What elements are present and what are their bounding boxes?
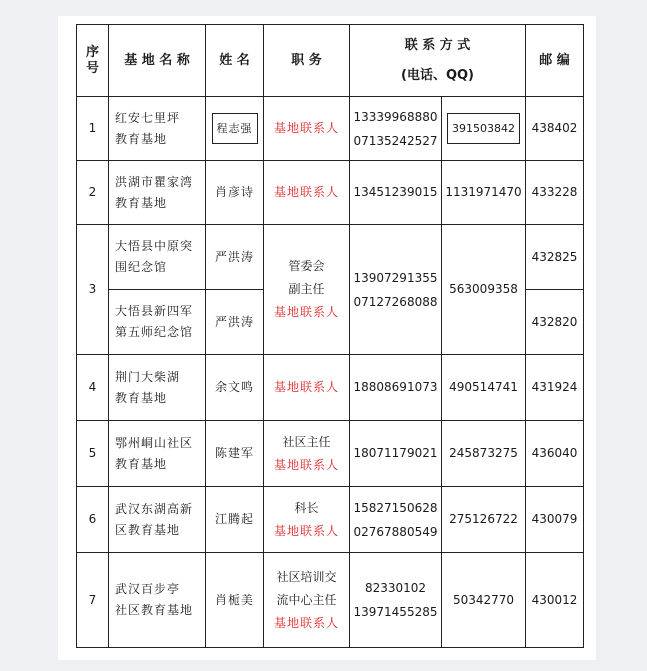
role-cell [264, 553, 350, 648]
row-index: 7 [77, 553, 109, 648]
row-index: 2 [77, 161, 109, 225]
base-name: 大悟县新四军 第五师纪念馆 [109, 290, 206, 355]
phone-cell [350, 97, 442, 161]
phone-number: 15827150628 [353, 500, 438, 515]
row-index: 4 [77, 355, 109, 421]
phone-cell: 13451239015 [350, 161, 442, 225]
phone-number: 13971455285 [353, 605, 438, 619]
role-contact: 基地联系人 [273, 185, 339, 200]
header-person: 姓 名 [206, 25, 264, 97]
person-name: 肖栀美 [206, 553, 264, 648]
zip-cell: 431924 [526, 355, 584, 421]
table-row [77, 487, 584, 553]
base-name: 荆门大柴湖 教育基地 [109, 355, 206, 421]
header-zip: 邮 编 [526, 25, 584, 97]
phone-number: 02767880549 [353, 524, 438, 539]
base-name: 武汉百步亭 社区教育基地 [109, 553, 206, 648]
zip-cell: 433228 [526, 161, 584, 225]
base-name: 红安七里坪 教育基地 [109, 97, 206, 161]
phone-number: 13339968880 [353, 109, 438, 124]
zip-cell: 436040 [526, 421, 584, 487]
person-name: 江腾起 [206, 487, 264, 553]
role-cell [264, 487, 350, 553]
table-row [77, 225, 584, 290]
zip-cell: 430012 [526, 553, 584, 648]
role-contact: 基地联系人 [273, 380, 339, 395]
base-name: 大悟县中原突 围纪念馆 [109, 225, 206, 290]
role-title: 管委会 [288, 259, 325, 273]
table-row [77, 355, 584, 421]
header-contact-sub: (电话、QQ) [401, 67, 474, 83]
qq-cell: 490514741 [442, 355, 526, 421]
base-name: 武汉东湖高新 区教育基地 [109, 487, 206, 553]
role-contact: 基地联系人 [273, 523, 339, 538]
qq-cell [442, 97, 526, 161]
row-index: 3 [77, 225, 109, 355]
qq-cell: 245873275 [442, 421, 526, 487]
role-cell [264, 421, 350, 487]
role-title: 副主任 [288, 282, 325, 296]
base-name: 鄂州峒山社区 教育基地 [109, 421, 206, 487]
role-title: 社区培训交 [276, 569, 337, 584]
phone-number: 07135242527 [353, 133, 438, 148]
person-name [206, 97, 264, 161]
header-base-name: 基 地 名 称 [109, 25, 206, 97]
role-contact: 基地联系人 [273, 121, 339, 136]
phone-number: 07127268088 [353, 294, 438, 309]
qq-number: 391503842 [447, 113, 520, 144]
qq-cell: 1131971470 [442, 161, 526, 225]
row-index: 1 [77, 97, 109, 161]
header-contact [350, 25, 526, 97]
person-name-text: 程志强 [212, 113, 258, 144]
qq-cell: 50342770 [442, 553, 526, 648]
row-index: 5 [77, 421, 109, 487]
phone-cell [350, 225, 442, 355]
role-title: 社区主任 [282, 434, 331, 449]
document-page [58, 16, 596, 660]
header-index: 序 号 [77, 25, 109, 97]
base-name: 洪湖市瞿家湾 教育基地 [109, 161, 206, 225]
person-name: 严洪涛 [206, 290, 264, 355]
header-row [77, 25, 584, 97]
phone-number: 13907291355 [353, 270, 438, 285]
qq-cell: 275126722 [442, 487, 526, 553]
zip-cell: 438402 [526, 97, 584, 161]
header-role: 职 务 [264, 25, 350, 97]
table-row [77, 161, 584, 225]
phone-cell [350, 553, 442, 648]
person-name: 肖彦诗 [206, 161, 264, 225]
role-cell [264, 355, 350, 421]
role-title: 流中心主任 [276, 592, 337, 607]
role-cell [264, 161, 350, 225]
header-contact-title: 联 系 方 式 [404, 37, 471, 53]
role-contact: 基地联系人 [273, 305, 339, 319]
phone-cell [350, 487, 442, 553]
qq-cell: 563009358 [442, 225, 526, 355]
table-row [77, 553, 584, 648]
role-contact: 基地联系人 [273, 457, 339, 472]
base-contact-table [76, 24, 584, 648]
role-title: 科长 [294, 500, 319, 515]
table-row [77, 421, 584, 487]
zip-cell: 430079 [526, 487, 584, 553]
person-name: 余文鸣 [206, 355, 264, 421]
row-index: 6 [77, 487, 109, 553]
role-cell [264, 225, 350, 355]
zip-cell: 432820 [526, 290, 584, 355]
table-row [77, 97, 584, 161]
person-name: 严洪涛 [206, 225, 264, 290]
phone-cell: 18071179021 [350, 421, 442, 487]
role-cell [264, 97, 350, 161]
phone-number: 82330102 [364, 581, 427, 595]
zip-cell: 432825 [526, 225, 584, 290]
phone-cell: 18808691073 [350, 355, 442, 421]
role-contact: 基地联系人 [273, 615, 339, 630]
person-name: 陈建军 [206, 421, 264, 487]
